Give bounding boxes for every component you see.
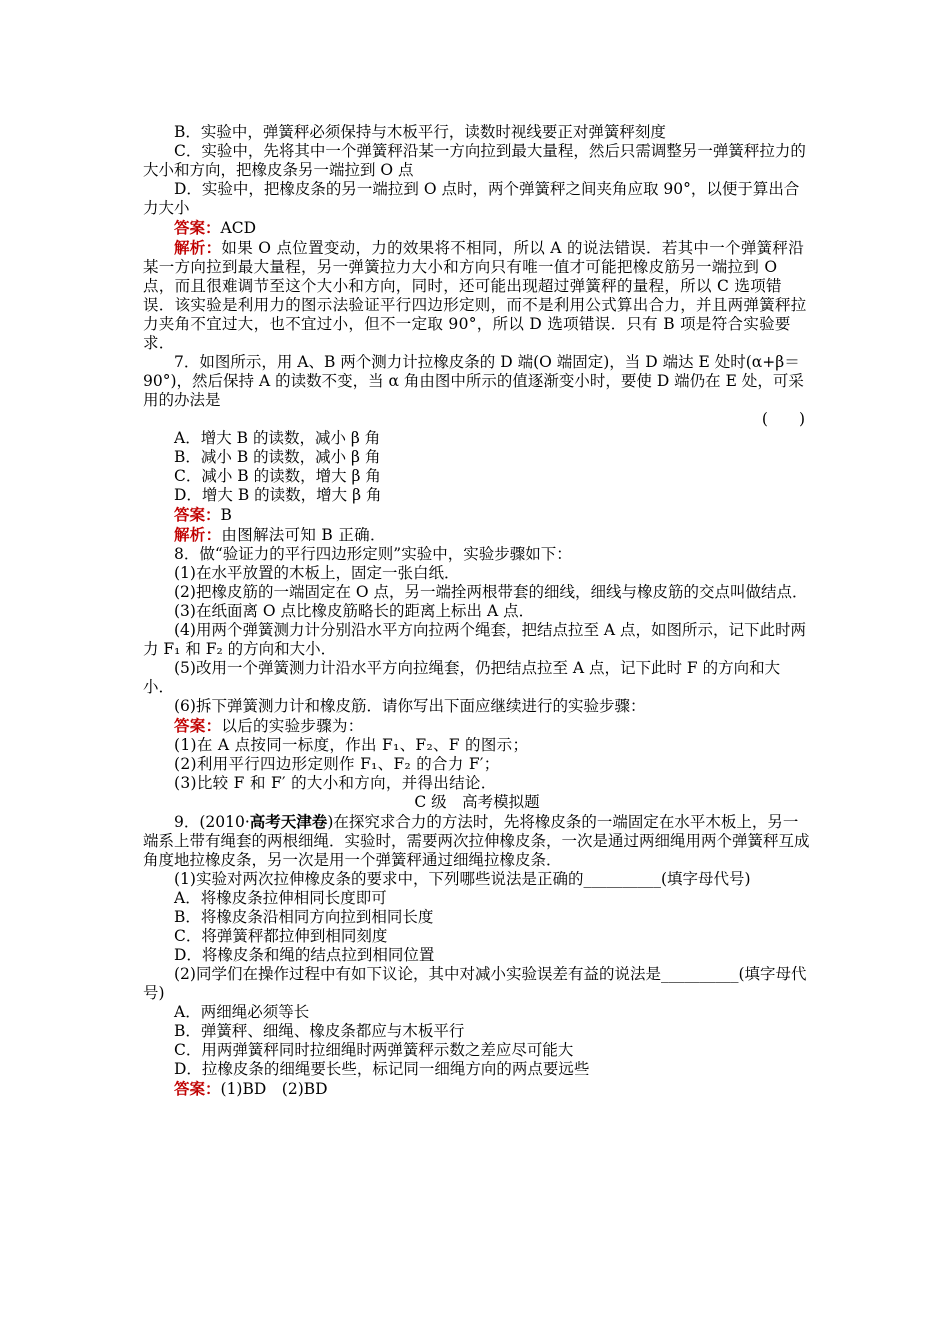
section-title: C 级 高考模拟题 [414,793,540,811]
q9-stem [143,812,811,870]
q9-part-2-option-b: B．弹簧秤、细绳、橡皮条都应与木板平行 [174,1022,465,1040]
q9-stem-rest: )在探究求合力的方法时，先将橡皮条的一端固定在水平木板上，另一端系上带有绳套的两根细绳．实验时，需要两次拉伸橡皮条，一次是通过两细绳用两个弹簧秤互成角度地拉橡皮条，另一次是用一个弹簧秤通过细绳拉橡皮条． [143,813,810,869]
q6-option-b: B．实验中，弹簧秤必须保持与木板平行，读数时视线要正对弹簧秤刻度 [174,123,666,141]
q8-answer-step-3: (3)比较 F 和 F′ 的大小和方向，并得出结论． [174,774,497,792]
answer-value: B [220,506,232,524]
q7-analysis [143,525,811,545]
q9-part-1-option-a: A．将橡皮条拉伸相同长度即可 [174,889,387,907]
q7-option-c: C．减小 B 的读数，增大 β 角 [174,467,381,485]
q7-stem: 7．如图所示，用 A、B 两个测力计拉橡皮条的 D 端(O 端固定)，当 D 端达 E 处时(α+β＝90°)，然后保持 A 的读数不变，当 α 角由图中所示的值逐渐变小时，要使 D 端仍在 E 处，可采用的办法是 [143,353,804,409]
q9-part-2-option-c: C．用两弹簧秤同时拉细绳时两弹簧秤示数之差应尽可能大 [174,1041,574,1059]
analysis-text: 由图解法可知 B 正确． [221,526,386,544]
document-page [143,123,811,1099]
q8-step-6: (6)拆下弹簧测力计和橡皮筋．请你写出下面应继续进行的实验步骤： [174,697,646,715]
q8-stem: 8．做“验证力的平行四边形定则”实验中，实验步骤如下： [174,545,572,563]
q6-analysis [143,238,811,353]
analysis-text: 如果 O 点位置变动，力的效果将不相同，所以 A 的说法错误．若其中一个弹簧秤沿某一方向拉到最大量程，另一弹簧拉力大小和方向只有唯一值才可能把橡皮筋另一端拉到 O 点，而且很难调节至这个大小和方向，同时，还可能出现超过弹簧秤的量程，所以 C 选项错误．该实验是利用力的图示法验证平行四边形定则，而不是利用公式算出合力，并且两弹簧秤拉力夹角不宜过大，也不宜过小，但不一定取 90°，所以 D 选项错误．只有 B 项是符合实验要求． [143,239,807,352]
q7-answer-paren: ( ) [761,410,805,428]
q7-option-d: D．增大 B 的读数，增大 β 角 [174,486,382,504]
q9-source: 高考天津卷 [249,812,328,831]
answer-intro: 以后的实验步骤为： [221,717,364,735]
q6-option-c: C．实验中，先将其中一个弹簧秤沿某一方向拉到最大量程，然后只需调整另一弹簧秤拉力的大小和方向，把橡皮条另一端拉到 O 点 [143,142,806,179]
q6-answer [143,218,811,238]
q8-step-2: (2)把橡皮筋的一端固定在 O 点，另一端拴两根带套的细线，细线与橡皮筋的交点叫做结点． [174,583,808,601]
q9-part-2: (2)同学们在操作过程中有如下议论，其中对减小实验误差有益的说法是__________(填字母代号) [143,965,807,1002]
q9-part-1: (1)实验对两次拉伸橡皮条的要求中，下列哪些说法是正确的__________(填字母代号) [174,870,751,888]
analysis-label: 解析： [174,238,222,257]
q9-part-1-option-c: C．将弹簧秤都拉伸到相同刻度 [174,927,388,945]
answer-label: 答案： [174,505,221,524]
q7-answer [143,505,811,525]
answer-label: 答案： [174,716,222,735]
q8-step-5: (5)改用一个弹簧测力计沿水平方向拉绳套，仍把结点拉至 A 点，记下此时 F 的方向和大小． [143,659,781,696]
q7-option-b: B．减小 B 的读数，减小 β 角 [174,448,381,466]
q8-step-3: (3)在纸面离 O 点比橡皮筋略长的距离上标出 A 点． [174,602,535,620]
q8-answer-step-1: (1)在 A 点按同一标度，作出 F₁、F₂、F 的图示； [174,736,529,754]
q9-answer [143,1079,811,1099]
q9-part-1-option-d: D．将橡皮条和绳的结点拉到相同位置 [174,946,435,964]
analysis-label: 解析： [174,525,222,544]
answer-value: ACD [220,219,256,237]
answer-value: (1)BD (2)BD [220,1080,328,1098]
q6-option-d: D．实验中，把橡皮条的另一端拉到 O 点时，两个弹簧秤之间夹角应取 90°，以便于算出合力大小 [143,180,800,217]
q8-answer-step-2: (2)利用平行四边形定则作 F₁、F₂ 的合力 F′； [174,755,500,773]
q8-step-4: (4)用两个弹簧测力计分别沿水平方向拉两个绳套，把结点拉至 A 点，如图所示，记下此时两力 F₁ 和 F₂ 的方向和大小． [143,621,807,658]
q9-part-1-option-b: B．将橡皮条沿相同方向拉到相同长度 [174,908,434,926]
q9-stem-prefix: 9．(2010· [174,813,250,831]
q8-step-1: (1)在水平放置的木板上，固定一张白纸． [174,564,460,582]
q8-answer [143,716,811,736]
q9-part-2-option-a: A．两细绳必须等长 [174,1003,310,1021]
answer-label: 答案： [174,218,221,237]
q9-part-2-option-d: D．拉橡皮条的细绳要长些，标记同一细绳方向的两点要远些 [174,1060,590,1078]
answer-label: 答案： [174,1079,221,1098]
q7-option-a: A．增大 B 的读数，减小 β 角 [174,429,381,447]
